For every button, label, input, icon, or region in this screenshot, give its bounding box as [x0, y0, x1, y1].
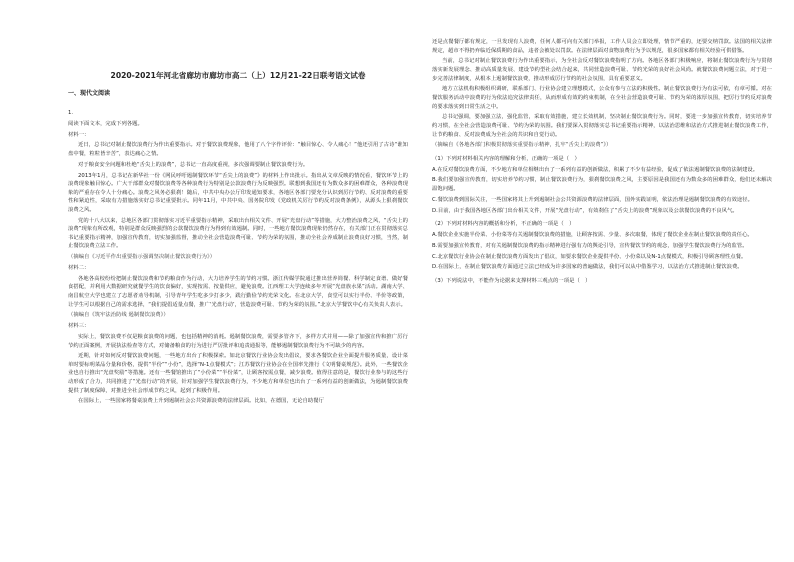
paragraph: 实际上，餐饮浪费不仅是粮食浪费的问题，也包括精神的消耗。遏制餐饮浪费，需要多管齐下，多样方式并用——除了加强宣传和推广厉行节约正面案例，开展执法检查等方式，对储备粮食的行为进行严厉批评和追责通报等，能够遏制餐饮浪费行为不可缺少的内容。	[68, 333, 408, 349]
paragraph: 还是点餐餐厅都有规定，一旦发现有人浪费，任何人都可向有关部门举报，工作人员会立即处理，情节严重的，还要交纳罚款。法国的相关法律规定，超市不得扔弃临近保质期的食品，违者会被处以罚款。在法律层面对食物浪费行为予以规范，很多国家都有相关经验可供借鉴。	[432, 39, 772, 54]
paragraph: 当前，总书记对制止餐饮浪费行为作出重要指示，为全社会反对餐饮浪费指明了方向。各地区各部门积极响应，将制止餐饮浪费行为与贯彻落实新发展理念、推动高质量发展、建设节约型社会结合起来，共同营造浪费可耻、节约光荣的良好社会风尚。就餐饮浪费问题立法，对于进一步完善法律制度，从根本上遏制餐饮浪费，推动形成厉行节约的社会氛围，具有重要意义。	[432, 58, 772, 82]
source-note: （摘编自《筑牢法治防线 遏制餐饮浪费》）	[68, 312, 169, 319]
option-d: D.目前，由于我国各地区各部门出台相关文件，开展“光盘行动”，有效刹住了“舌尖上的浪费”现象以及公款餐饮浪费的不良风气。	[432, 207, 738, 214]
exam-title: 2020-2021年河北省廊坊市廊坊市高二（上）12月21-22日联考语文试卷	[110, 71, 366, 80]
option-c: C.餐饮浪费到国际关注，一些国家将其上升到遏制社会公共资源浪费的法律层面，国外实践证明，依法治理是遏制餐饮浪费的有效途径。	[432, 196, 753, 203]
paragraph: 总书记强调，要加强立法，强化监管，采取有效措施，建立长效机制，坚决制止餐饮浪费行为。同时，要进一步加强宣传教育，切实培养节约习惯，在全社会营造浪费可耻、节约为荣的氛围。我们要深入贯彻落实总书记重要指示精神，以法治思维和法治方式推进制止餐饮浪费工作，让节约粮食、反对浪费成为全社会的共识和自觉行动。	[432, 114, 772, 138]
material-two-label: 材料二：	[68, 265, 90, 271]
paragraph: 地方立法机构积极组织调研，联系部门、行业协会建立理想模式，公众有参与立法的积极性。制止餐饮浪费行为有法可依，有章可循。对在餐饮服务活动中浪费的行为依法追究法律责任，从而形成有效的约束机制，在全社会营造浪费可耻、节约为荣的浓厚氛围，把厉行节约反对浪费的要求落实到日常生活之中。	[432, 86, 772, 110]
source-note: （摘编自《各地各部门积极贯彻落实重要指示精神，扎牢“舌尖上的浪费”》）	[432, 142, 612, 149]
paragraph: 对于粮食安全问题和杜绝“舌尖上的浪费”，总书记一直高度重视，多次强调要制止餐饮浪费行为。	[78, 161, 309, 168]
source-note: （摘编自《习近平作出重要指示强调坚决制止餐饮浪费行为》）	[68, 254, 216, 261]
right-column-text	[432, 38, 772, 288]
question-number: 1.	[68, 110, 74, 116]
question-1-stem: （1）下列对材料相关内容的理解和分析，正确的一项是（ ）	[432, 155, 580, 162]
material-one-label: 材料一：	[68, 131, 90, 138]
paragraph: 近日，总书记对制止餐饮浪费行为作出重要指示。对于餐饮浪费现象，他用了八个字作评价：“触目惊心、令人痛心！”他还引用了古诗“谁知盘中餐，粒粒皆辛苦”，表达痛心之情。	[68, 142, 408, 157]
left-column-text	[68, 108, 408, 408]
paragraph: 在国际上，一些国家将餐桌浪费上升到遏制社会公共资源浪费的法律层面。比如，在德国，无论自助餐厅	[78, 398, 324, 405]
option-b: B.需要加强宣传教育，对有关遏制餐饮浪费的指示精神进行强有力的舆论引导，宣传餐饮节约的观念，加强学生餐饮浪费行为的监管。	[432, 242, 748, 249]
option-d: D.在国际上，在制止餐饮浪费方面通过立法已经成为许多国家的普遍做法，我们可以从中借鉴学习，以法治方式推进制止餐饮浪费。	[432, 264, 743, 271]
option-c: C.北京餐饮行业协会在制止餐饮浪费方面发出了倡议，如要求餐饮企业提供半份、小份菜以及N-1点餐模式，积极引导顾客理性点餐。	[432, 253, 747, 260]
paragraph: 党的十八大以来，总地区各部门贯彻落实习近平重要指示精神，采取出台相关文件、开展“光盘行动”等措施，大力整治浪费之风，“舌尖上的浪费”现象有所改观，特别是群众反映强烈的公款餐饮浪费行为得到有效遏制。同时，一些地方餐饮浪费现象仍然存在，有关部门正在贯彻落实总书记重要指示精神，加强宣传教育，切实加强监督，推动全社会营造浪费可耻、节约为荣的氛围，推动全社会养成制止浪费良好习惯，当然，制止餐饮浪费立法工作。	[68, 217, 408, 250]
option-b: B.我们要加强宣传教育，切实培养节约习惯，制止餐饮浪费行为，狠刹餐饮浪费之风，主要原因是我国还有为数众多的困难群众，他们还未解决温饱问题。	[432, 177, 772, 193]
question-2-stem: （2）下列对材料内容的概括和分析，不正确的一项是（ ）	[432, 221, 575, 228]
option-a: A.餐饮企业实施半份菜、小份菜等有关遏制餐饮浪费的措施，让顾客按需、少量、多次取餐，体现了餐饮企业在制止餐饮浪费的责任心。	[432, 231, 753, 238]
section-heading: 一、现代文阅读	[68, 90, 111, 97]
option-a: A.在反对餐饮浪费方面，不少地方和单位相继出台了一系列有益的创新做法，积累了不少有益经验，促成了依法遏制餐饮浪费的法制建设。	[432, 166, 759, 173]
paragraph: 各地各高校纷纷把制止餐饮浪费和节约粮食作为行动，大力培养学生的节约习惯。浙江传媒学院通过推出营养简餐、科学制定食谱、做好餐食搭配，并利用大数据研究就餐学生的饮食偏好，实现按需、按量供应，避免浪费。江西理工大学连续多年开展“光盘族水果”活动。湖南大学、南昌航空大学也建立了志愿者劝导机制，引导青年学生吃多少打多少，践行勤俭节约光荣文化。在北京大学，食堂可以实行半份、半价等政策，让学生可以根据自己的需求选择，“我们提倡适量点餐，推广‘光盘行动’，营造浪费可耻、节约为荣的氛围。”北京大学餐饮中心有关负责人表示。	[68, 275, 408, 308]
reading-instruction: 阅读下面文本，完成下列各题。	[68, 120, 143, 127]
paragraph: 近期，针对如何反对餐饮浪费问题，一些地方出台了积极探索。如北京餐饮行业协会发出倡议，要求各餐饮企业全面提升服务质量，设计菜单时要标明菜品分量和价格，提供“半份”“小份”，选择“N-1点餐模式”；江苏餐饮行业协会在全国率先推行《文明餐桌规范》。此外，一些餐饮企业也自行推出“光盘奖励”等措施。还有一些餐馆推出了“小份菜”“半份菜”，让顾客按需点餐，减少浪费。值得注意的是，餐饮行业参与的这些行动形成了合力，共同推进了“光盘行动”的开展，针对加强学生餐饮浪费行为，不少地方和单位也出台了一系列有益的创新做法，为遏制餐饮浪费提供了制度保障，对推进全社会形成节约之风，起到了积极作用。	[68, 353, 408, 394]
material-three-label: 材料三：	[68, 323, 90, 330]
paragraph: 2013年1月，总书记在新华社一份《网民呼吁遏制餐饮环节“舌尖上的浪费”》的材料上作出批示。指出从文章反映的情况看，餐饮环节上的浪费现象触目惊心。广大干部群众对餐饮浪费等各种浪费行为特别是公款浪费行为反映强烈。联想到我国还有为数众多的困难群众，各种浪费现象的严重存在令人十分痛心。浪费之风务必狠刹！随后，中共中央办公厅印发通知要求，各地区各部门要充分认识到厉行节约、反对浪费的重要性和紧迫性，采取有力措施落实好总书记重要批示。同年11月，中共中央、国务院印发《党政机关厉行节约反对浪费条例》，从源头上狠刹餐饮浪费之风。	[68, 172, 408, 213]
question-3-stem: （3）下列说法中，不能作为论据来支撑材料三观点的一项是（ ）	[432, 277, 591, 284]
